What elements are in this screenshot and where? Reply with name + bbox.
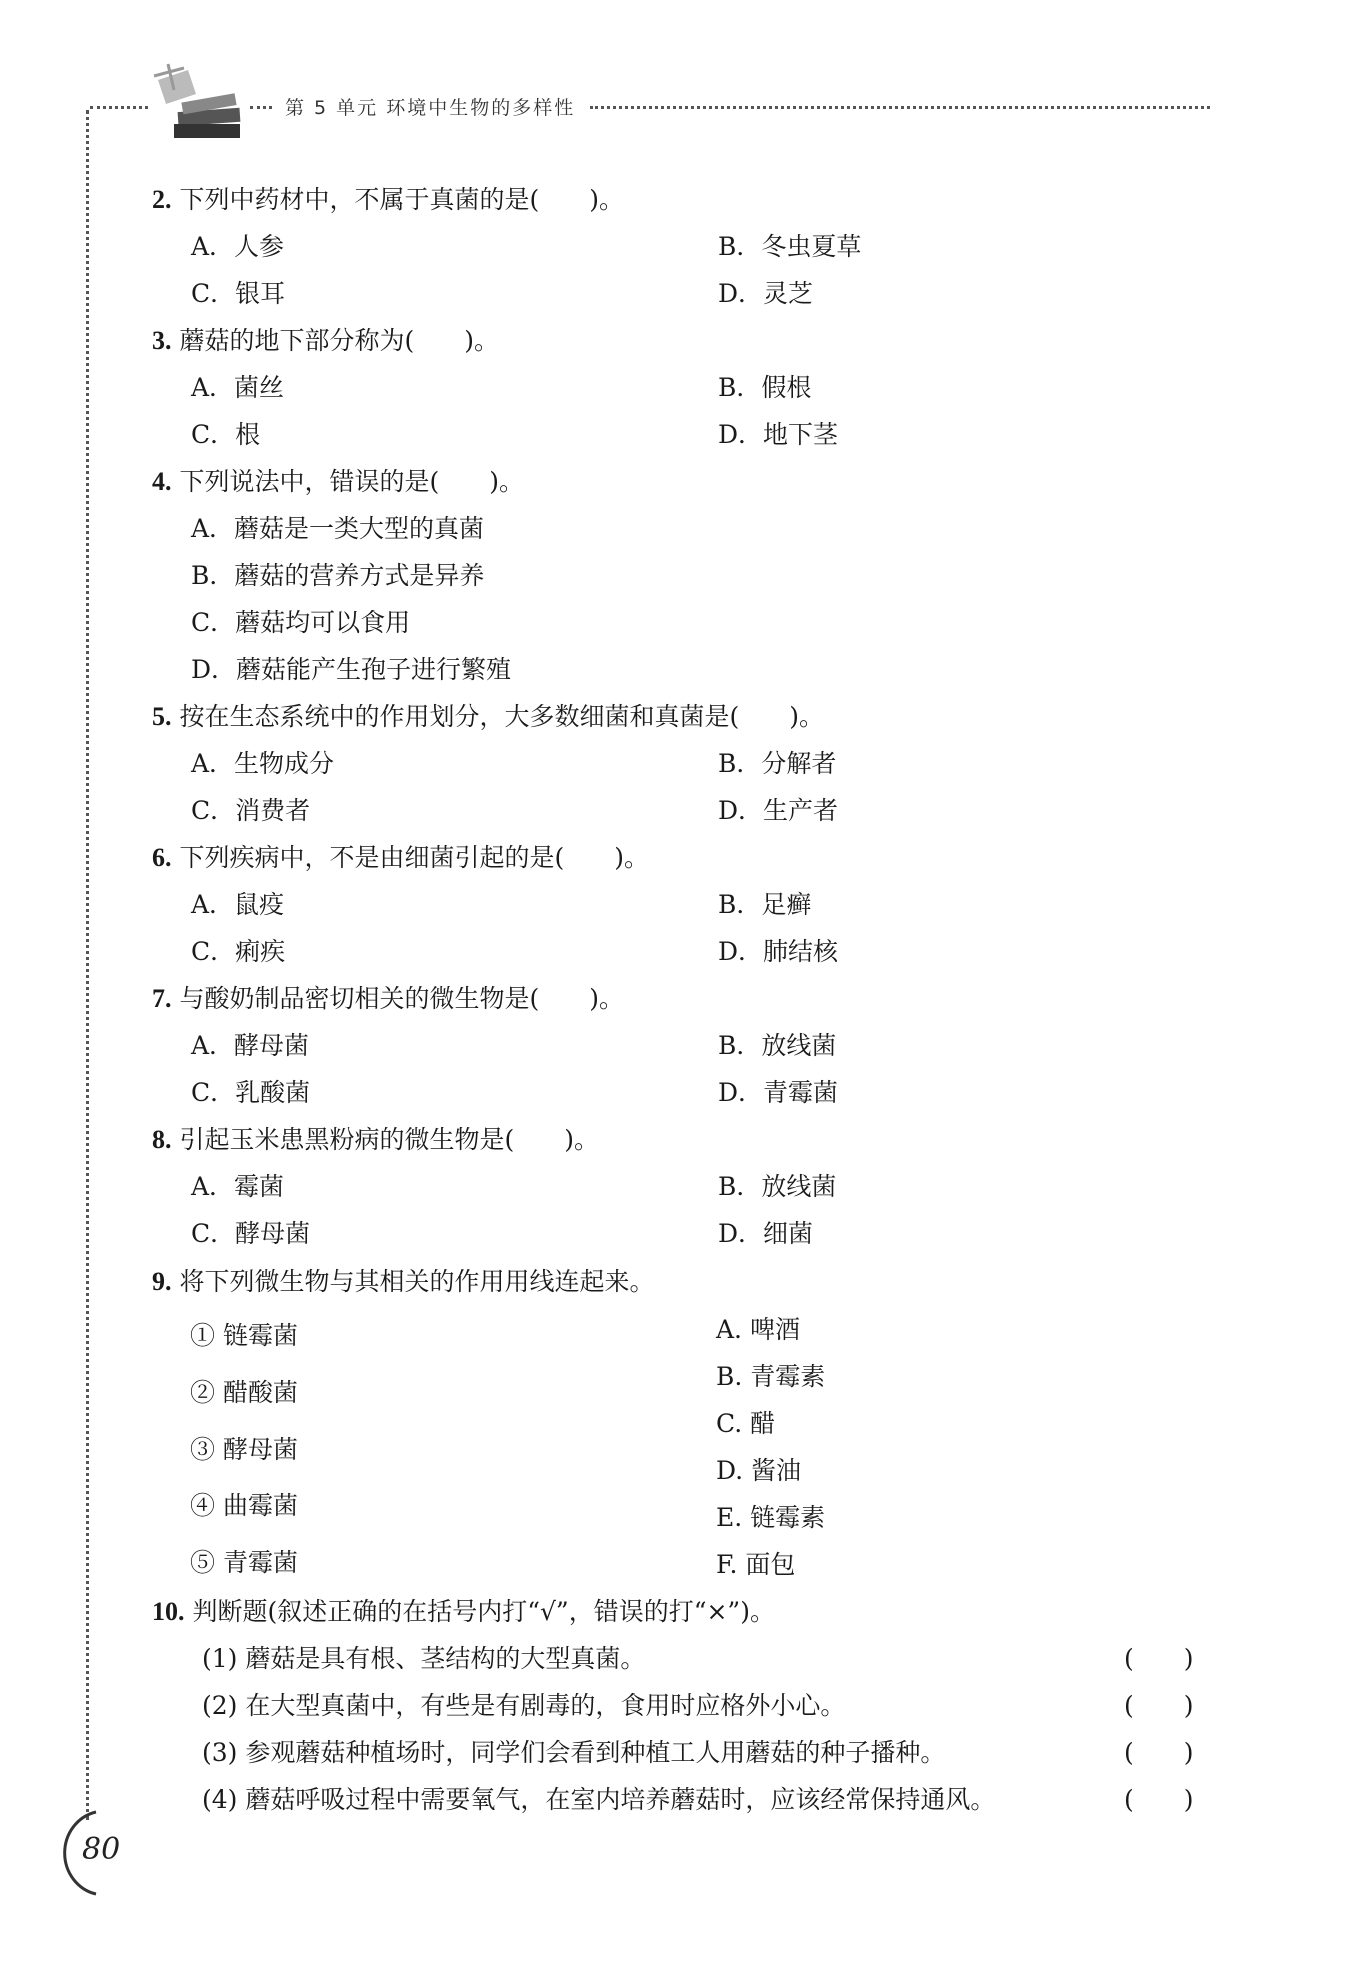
match-left-item: ④ 曲霉菌 bbox=[190, 1491, 298, 1520]
page-number: 80 bbox=[82, 1832, 121, 1867]
match-right-item: D. 酱油 bbox=[716, 1456, 802, 1485]
header-unit-title: 第 5 单元 环境中生物的多样性 bbox=[285, 97, 576, 119]
option-b: B．放线菌 bbox=[718, 1172, 837, 1201]
match-left-item: ① 链霉菌 bbox=[190, 1321, 298, 1350]
answer-blank[interactable]: ( ) bbox=[1124, 1691, 1194, 1720]
match-left-item: ③ 酵母菌 bbox=[190, 1435, 298, 1464]
option-a: A．鼠疫 bbox=[191, 890, 285, 919]
question-number: 9. bbox=[152, 1267, 172, 1296]
question-number: 8. bbox=[152, 1125, 172, 1154]
question-number: 6. bbox=[152, 843, 172, 872]
judgement-item: (1) 蘑菇是具有根、茎结构的大型真菌。 bbox=[202, 1644, 646, 1673]
question-stem: 下列疾病中，不是由细菌引起的是( )。 bbox=[179, 843, 649, 872]
option-c: C．蘑菇均可以食用 bbox=[191, 608, 411, 637]
answer-blank[interactable]: ( ) bbox=[1124, 1644, 1194, 1673]
header-dotted-rule-mid bbox=[250, 106, 272, 109]
option-c: C．酵母菌 bbox=[191, 1219, 311, 1248]
option-b: B．分解者 bbox=[718, 749, 837, 778]
match-right-item: C. 醋 bbox=[716, 1409, 776, 1438]
header-dotted-rule-right bbox=[590, 106, 1210, 109]
question-stem: 将下列微生物与其相关的作用用线连起来。 bbox=[179, 1267, 655, 1296]
question-number: 10. bbox=[152, 1597, 185, 1626]
option-b: B．足癣 bbox=[718, 890, 812, 919]
question-stem: 下列中药材中，不属于真菌的是( )。 bbox=[179, 185, 624, 214]
option-a: A．霉菌 bbox=[191, 1172, 285, 1201]
option-b: B．假根 bbox=[718, 373, 812, 402]
option-c: C．痢疾 bbox=[191, 937, 286, 966]
book-stack-logo-icon bbox=[148, 60, 248, 148]
option-a: A．人参 bbox=[191, 232, 285, 261]
option-d: D．肺结核 bbox=[718, 937, 839, 966]
question-stem: 判断题(叙述正确的在括号内打“√”，错误的打“×”)。 bbox=[192, 1597, 775, 1626]
option-c: C．银耳 bbox=[191, 279, 286, 308]
option-d: D．地下茎 bbox=[718, 420, 839, 449]
judgement-item: (2) 在大型真菌中，有些是有剧毒的，食用时应格外小心。 bbox=[202, 1691, 846, 1720]
judgement-item: (4) 蘑菇呼吸过程中需要氧气，在室内培养蘑菇时，应该经常保持通风。 bbox=[202, 1785, 996, 1814]
option-d: D．生产者 bbox=[718, 796, 839, 825]
option-a: A．蘑菇是一类大型的真菌 bbox=[191, 514, 485, 543]
header-dotted-rule-left bbox=[90, 106, 148, 109]
match-right-item: A. 啤酒 bbox=[716, 1315, 800, 1344]
option-c: C．乳酸菌 bbox=[191, 1078, 311, 1107]
question-number: 4. bbox=[152, 467, 172, 496]
option-a: A．酵母菌 bbox=[191, 1031, 310, 1060]
option-b: B．放线菌 bbox=[718, 1031, 837, 1060]
question-number: 5. bbox=[152, 702, 172, 731]
question-stem: 引起玉米患黑粉病的微生物是( )。 bbox=[179, 1125, 599, 1154]
option-d: D．蘑菇能产生孢子进行繁殖 bbox=[191, 655, 512, 684]
option-c: C．消费者 bbox=[191, 796, 311, 825]
match-left-item: ② 醋酸菌 bbox=[190, 1378, 298, 1407]
option-d: D．细菌 bbox=[718, 1219, 814, 1248]
answer-blank[interactable]: ( ) bbox=[1124, 1785, 1194, 1814]
option-c: C．根 bbox=[191, 420, 261, 449]
question-stem: 蘑菇的地下部分称为( )。 bbox=[179, 326, 499, 355]
match-left-item: ⑤ 青霉菌 bbox=[190, 1548, 298, 1577]
question-stem: 按在生态系统中的作用划分，大多数细菌和真菌是( )。 bbox=[179, 702, 824, 731]
option-d: D．青霉菌 bbox=[718, 1078, 839, 1107]
question-number: 2. bbox=[152, 185, 172, 214]
option-b: B．蘑菇的营养方式是异养 bbox=[191, 561, 485, 590]
option-d: D．灵芝 bbox=[718, 279, 814, 308]
match-right-item: F. 面包 bbox=[716, 1550, 796, 1579]
option-a: A．菌丝 bbox=[191, 373, 285, 402]
margin-dotted-line bbox=[86, 110, 89, 1820]
match-right-item: E. 链霉素 bbox=[716, 1503, 826, 1532]
option-a: A．生物成分 bbox=[191, 749, 335, 778]
question-number: 7. bbox=[152, 984, 172, 1013]
question-stem: 与酸奶制品密切相关的微生物是( )。 bbox=[179, 984, 624, 1013]
judgement-item: (3) 参观蘑菇种植场时，同学们会看到种植工人用蘑菇的种子播种。 bbox=[202, 1738, 946, 1767]
option-b: B．冬虫夏草 bbox=[718, 232, 862, 261]
match-right-item: B. 青霉素 bbox=[716, 1362, 826, 1391]
question-number: 3. bbox=[152, 326, 172, 355]
question-stem: 下列说法中，错误的是( )。 bbox=[179, 467, 524, 496]
answer-blank[interactable]: ( ) bbox=[1124, 1738, 1194, 1767]
